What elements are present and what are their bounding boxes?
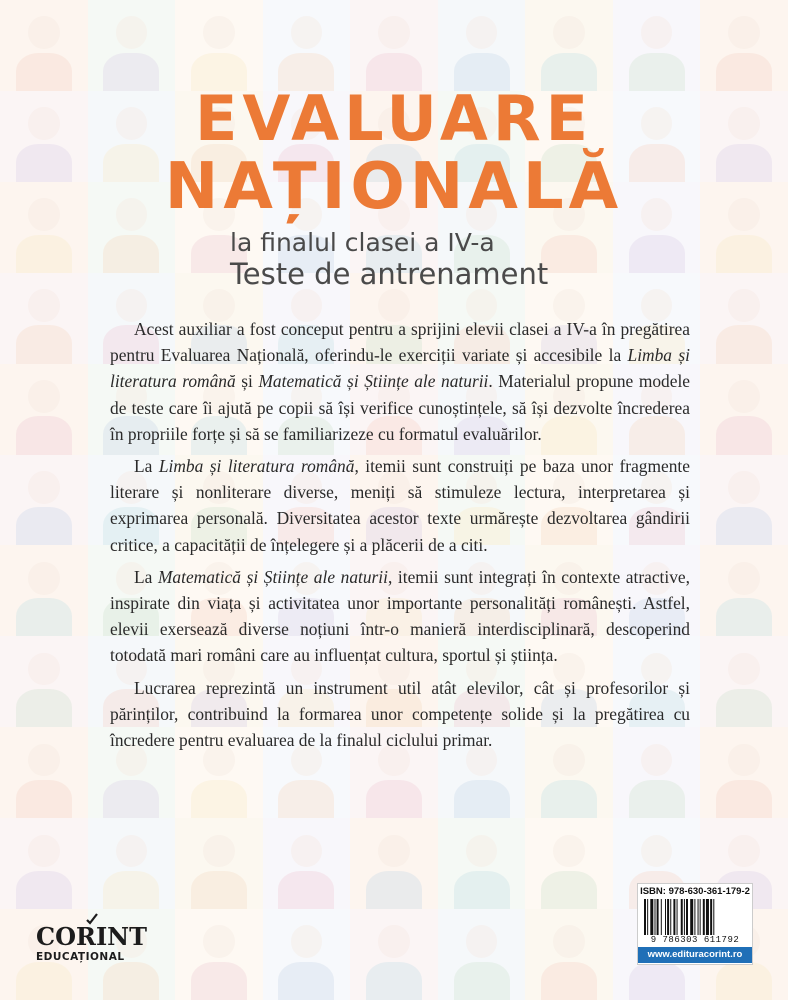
title-line-1: EVALUARE: [195, 82, 593, 155]
barcode-bar: [657, 899, 659, 935]
barcode-bar: [706, 899, 709, 935]
barcode-bar: [665, 899, 666, 935]
barcode-bar: [684, 899, 685, 935]
barcode-bar: [698, 899, 699, 935]
barcode-digits: 9 786303 611792: [650, 935, 740, 945]
barcode-bar: [703, 899, 705, 935]
publisher-sub: EDUCAȚIONAL: [36, 951, 125, 963]
publisher-logo: [36, 920, 147, 968]
barcode-bar: [667, 899, 669, 935]
barcode-bar: [690, 899, 693, 935]
paragraph-4: Lucrarea reprezintă un instrument util atât elevilor, cât și profesorilor și părinților, contribuind la formarea unor competențe solide și la pregătirea cu încredere pentru evaluarea de la finalul ciclului primar.: [110, 677, 690, 751]
barcode-bar: [677, 899, 678, 935]
description-text: [110, 316, 690, 759]
subtitle-grade: la finalul clasei a IV-a: [230, 228, 495, 257]
barcode-bar: [647, 899, 648, 935]
paragraph-1: Acest auxiliar a fost conceput pentru a sprijini elevii clasei a IV-a în pregătirea pentru Evaluarea Națională, oferindu-le exerciții variate și accesibile la Limba și literatura română și Matematică și Științe ale naturii. Materialul propune modele de teste care îi ajută pe copii să își verifice cunoștințele, să își dezvolte încrederea în propriile forțe și să se familiarizeze cu formatul evaluărilor.: [110, 319, 691, 444]
subtitle-tests: Teste de antrenament: [230, 257, 549, 291]
barcode-bar: [655, 899, 656, 935]
barcode-bar: [644, 899, 646, 935]
isbn-label: ISBN: 978-630-361-179-2: [640, 886, 750, 897]
barcode-panel: [637, 883, 753, 965]
barcode-bar: [661, 899, 662, 935]
paragraph-3: La Matematică și Științe ale naturii, itemii sunt integrați în contexte atractive, inspirate din viața și activitatea unor importante personalități românești. Astfel, elevii exersează diverse noțiuni într-o manieră interdisciplinară, descoperind totodată mari români care au influențat cultura, sportul și știința.: [110, 566, 690, 666]
barcode-icon: [644, 899, 746, 935]
barcode-bar: [713, 899, 714, 935]
publisher-website: www.edituracorint.ro: [638, 947, 752, 963]
barcode-bar: [700, 899, 701, 935]
title-line-2: NAȚIONALĂ: [164, 150, 624, 224]
barcode-bar: [673, 899, 675, 935]
paragraph-2: La Limba și literatura română, itemii sunt construiți pe baza unor fragmente literare și nonliterare diverse, meniți să stimuleze lectura, interpretarea și exprimarea personală. Diversitatea acestor texte urmărește dezvoltarea gândirii critice, a capacității de înțelegere și a plăcerii de a citi.: [110, 456, 690, 555]
barcode-bar: [694, 899, 695, 935]
publisher-name: CORINT: [36, 922, 147, 951]
barcode-bar: [710, 899, 712, 935]
barcode-bar: [681, 899, 683, 935]
barcode-bar: [670, 899, 671, 935]
barcode-bar: [650, 899, 653, 935]
barcode-bar: [686, 899, 688, 935]
